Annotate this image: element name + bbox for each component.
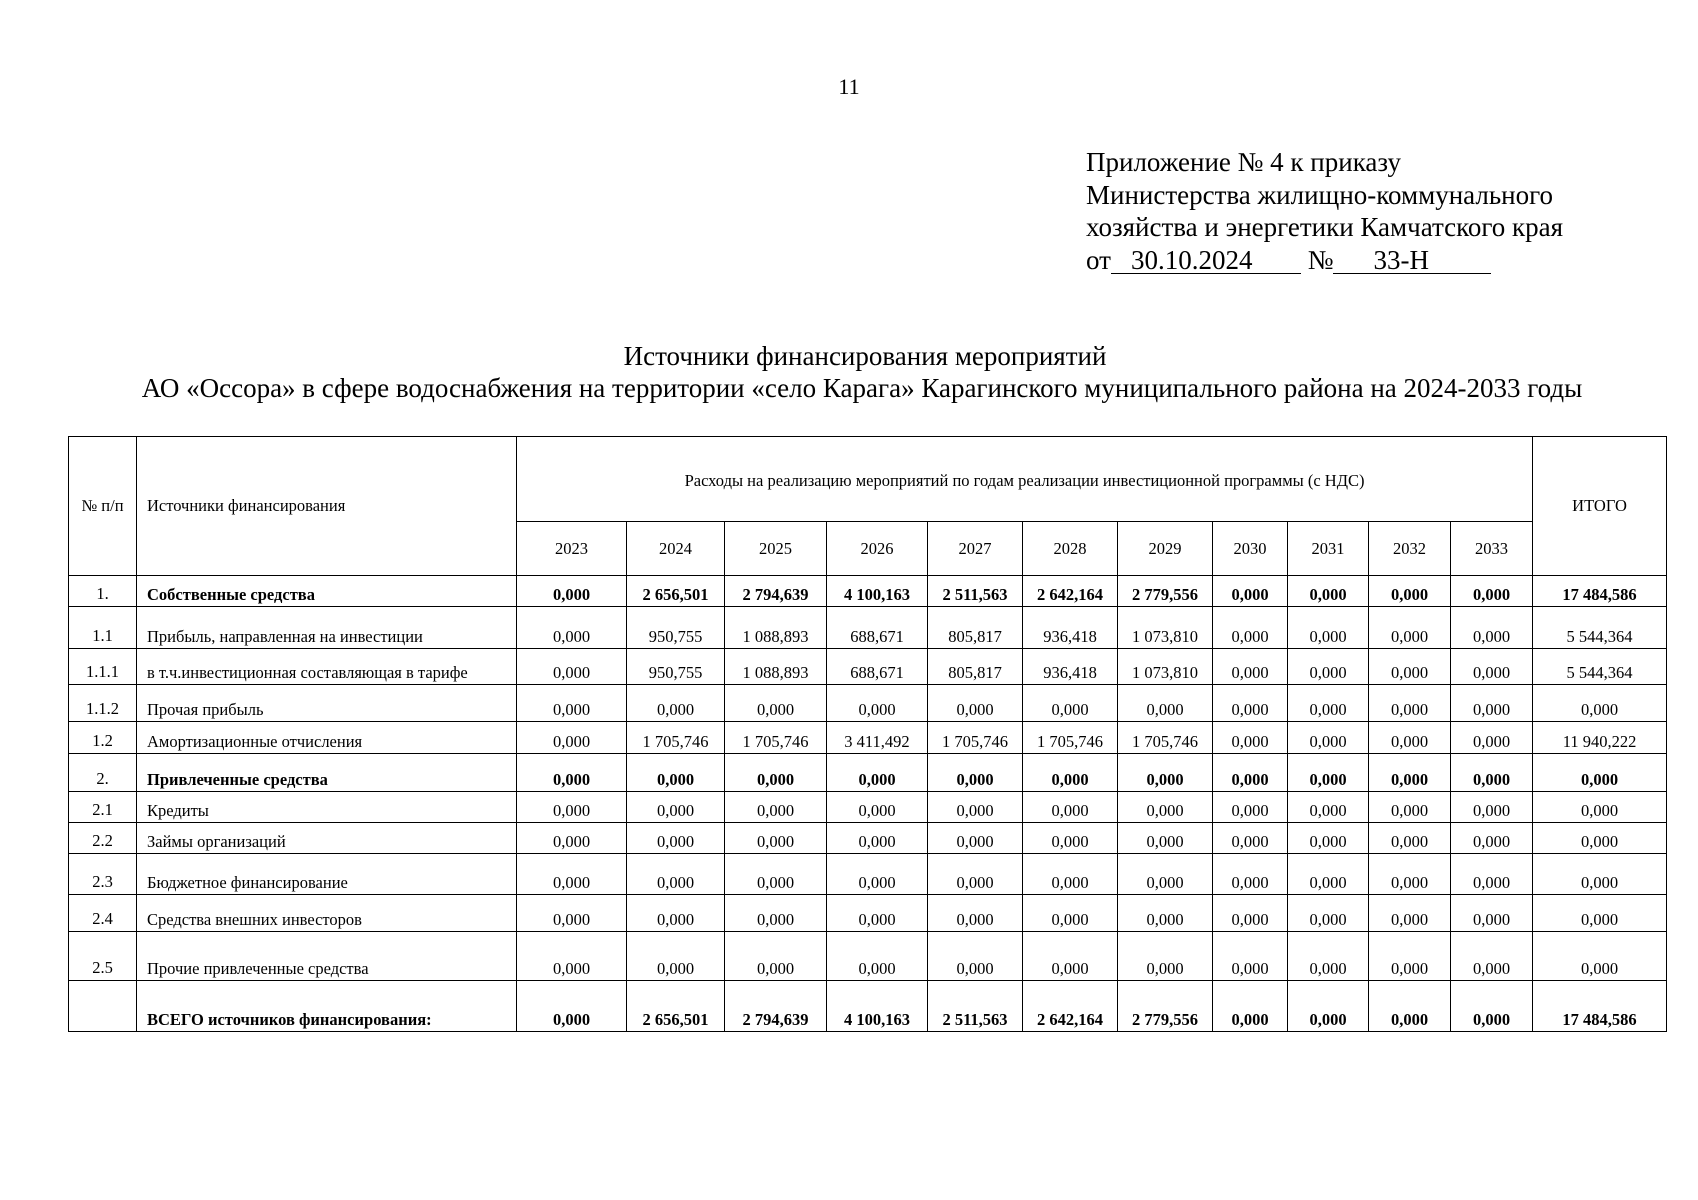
row-value: 0,000: [517, 854, 627, 895]
row-source-name: Займы организаций: [137, 823, 517, 854]
row-value: 0,000: [1118, 754, 1213, 792]
row-value: 0,000: [1023, 932, 1118, 981]
row-total: 5 544,364: [1533, 607, 1667, 649]
row-value: 0,000: [517, 823, 627, 854]
header-num: № п/п: [69, 437, 137, 576]
row-value: 0,000: [725, 792, 827, 823]
row-value: 0,000: [517, 895, 627, 932]
row-number: 1.1: [69, 607, 137, 649]
row-value: 0,000: [1369, 649, 1451, 685]
row-value: 0,000: [1369, 823, 1451, 854]
row-value: 0,000: [1451, 685, 1533, 722]
header-expenses: Расходы на реализацию мероприятий по годам реализации инвестиционной программы (с НДС): [517, 437, 1533, 522]
table-row: [69, 607, 1667, 649]
row-value: 0,000: [928, 754, 1023, 792]
row-value: 0,000: [1288, 792, 1369, 823]
row-value: 0,000: [1369, 576, 1451, 607]
order-date: 30.10.2024: [1111, 247, 1301, 274]
row-value: 0,000: [1118, 685, 1213, 722]
row-value: 0,000: [827, 932, 928, 981]
table-row: [69, 981, 1667, 1032]
row-value: 0,000: [1369, 981, 1451, 1032]
row-value: 0,000: [1213, 895, 1288, 932]
row-source-name: Прочие привлеченные средства: [137, 932, 517, 981]
row-number: 2.4: [69, 895, 137, 932]
row-source-name: Амортизационные отчисления: [137, 722, 517, 754]
row-value: 0,000: [1451, 792, 1533, 823]
row-number: 2.5: [69, 932, 137, 981]
row-value: 0,000: [1369, 685, 1451, 722]
row-value: 0,000: [627, 895, 725, 932]
row-number: [69, 981, 137, 1032]
document-title: [0, 340, 1698, 404]
title-line-1: Источники финансирования мероприятий: [623, 341, 1107, 371]
row-value: 0,000: [627, 754, 725, 792]
row-value: 0,000: [928, 685, 1023, 722]
row-value: 0,000: [1288, 722, 1369, 754]
row-value: 0,000: [1023, 685, 1118, 722]
row-value: 1 705,746: [1118, 722, 1213, 754]
row-number: 2.: [69, 754, 137, 792]
row-total: 0,000: [1533, 854, 1667, 895]
row-value: 936,418: [1023, 649, 1118, 685]
row-value: 1 705,746: [928, 722, 1023, 754]
row-value: 0,000: [1023, 895, 1118, 932]
header-total: ИТОГО: [1533, 437, 1667, 576]
annex-line-3: хозяйства и энергетики Камчатского края: [1086, 212, 1564, 242]
table-row: [69, 754, 1667, 792]
row-value: 0,000: [928, 932, 1023, 981]
row-value: 0,000: [1213, 722, 1288, 754]
row-value: 1 088,893: [725, 649, 827, 685]
annex-line-1: Приложение № 4 к приказу: [1086, 147, 1401, 177]
row-source-name: Прибыль, направленная на инвестиции: [137, 607, 517, 649]
year-header: 2031: [1288, 522, 1369, 576]
row-value: 1 073,810: [1118, 607, 1213, 649]
table-row: [69, 576, 1667, 607]
row-value: 936,418: [1023, 607, 1118, 649]
row-total: 5 544,364: [1533, 649, 1667, 685]
row-value: 0,000: [725, 754, 827, 792]
row-value: 0,000: [1213, 649, 1288, 685]
row-value: 0,000: [1369, 754, 1451, 792]
table-row: [69, 649, 1667, 685]
row-value: 0,000: [517, 981, 627, 1032]
row-value: 0,000: [1118, 823, 1213, 854]
header-source: Источники финансирования: [137, 437, 517, 576]
row-value: 0,000: [627, 685, 725, 722]
row-value: 0,000: [1369, 854, 1451, 895]
row-value: 0,000: [517, 792, 627, 823]
year-header: 2030: [1213, 522, 1288, 576]
row-number: 1.1.2: [69, 685, 137, 722]
row-value: 4 100,163: [827, 576, 928, 607]
row-value: 0,000: [627, 932, 725, 981]
row-value: 2 794,639: [725, 981, 827, 1032]
row-value: 4 100,163: [827, 981, 928, 1032]
row-value: 0,000: [517, 576, 627, 607]
row-value: 0,000: [1118, 854, 1213, 895]
row-value: 0,000: [517, 754, 627, 792]
row-value: 0,000: [1451, 823, 1533, 854]
row-value: 2 642,164: [1023, 981, 1118, 1032]
row-value: 0,000: [1118, 895, 1213, 932]
row-number: 1.2: [69, 722, 137, 754]
row-value: 0,000: [928, 854, 1023, 895]
row-source-name: Прочая прибыль: [137, 685, 517, 722]
row-value: 0,000: [928, 823, 1023, 854]
row-value: 0,000: [517, 722, 627, 754]
row-value: 1 705,746: [627, 722, 725, 754]
row-value: 0,000: [1213, 607, 1288, 649]
row-value: 0,000: [1288, 854, 1369, 895]
row-source-name: Кредиты: [137, 792, 517, 823]
order-number: 33-Н: [1333, 247, 1491, 274]
row-value: 0,000: [827, 823, 928, 854]
row-value: 0,000: [1451, 754, 1533, 792]
year-header: 2028: [1023, 522, 1118, 576]
row-value: 3 411,492: [827, 722, 928, 754]
year-header: 2033: [1451, 522, 1533, 576]
row-value: 2 779,556: [1118, 981, 1213, 1032]
year-header: 2027: [928, 522, 1023, 576]
row-value: 0,000: [627, 854, 725, 895]
year-header: 2025: [725, 522, 827, 576]
row-total: 0,000: [1533, 685, 1667, 722]
row-value: 0,000: [517, 607, 627, 649]
row-value: 0,000: [725, 823, 827, 854]
row-value: 688,671: [827, 607, 928, 649]
row-total: 0,000: [1533, 754, 1667, 792]
row-value: 0,000: [725, 685, 827, 722]
row-source-name: Средства внешних инвесторов: [137, 895, 517, 932]
row-value: 2 656,501: [627, 981, 725, 1032]
row-value: 0,000: [1288, 685, 1369, 722]
row-number: 1.1.1: [69, 649, 137, 685]
annex-date-line: [1086, 244, 1563, 277]
row-value: 0,000: [928, 895, 1023, 932]
row-value: 0,000: [1213, 823, 1288, 854]
row-value: 0,000: [1213, 932, 1288, 981]
row-value: 0,000: [1288, 981, 1369, 1032]
row-total: 0,000: [1533, 895, 1667, 932]
row-value: 0,000: [1213, 576, 1288, 607]
row-value: 0,000: [1023, 854, 1118, 895]
row-value: 0,000: [1213, 685, 1288, 722]
page-number: 11: [838, 74, 860, 99]
row-value: 0,000: [1213, 854, 1288, 895]
row-value: 688,671: [827, 649, 928, 685]
row-number: 2.3: [69, 854, 137, 895]
row-total: 17 484,586: [1533, 576, 1667, 607]
row-value: 0,000: [1213, 754, 1288, 792]
row-total: 0,000: [1533, 823, 1667, 854]
row-value: 0,000: [517, 649, 627, 685]
row-total: 0,000: [1533, 792, 1667, 823]
row-source-name: Собственные средства: [137, 576, 517, 607]
row-value: 805,817: [928, 607, 1023, 649]
annex-header: [1086, 146, 1563, 276]
row-value: 0,000: [827, 895, 928, 932]
row-value: 0,000: [1451, 607, 1533, 649]
row-value: 1 705,746: [725, 722, 827, 754]
table-row: [69, 792, 1667, 823]
row-value: 0,000: [517, 685, 627, 722]
row-value: 0,000: [1118, 932, 1213, 981]
annex-line-2: Министерства жилищно-коммунального: [1086, 179, 1554, 210]
year-header: 2029: [1118, 522, 1213, 576]
row-value: 0,000: [1288, 823, 1369, 854]
row-value: 2 779,556: [1118, 576, 1213, 607]
row-value: 0,000: [827, 792, 928, 823]
row-value: 0,000: [725, 895, 827, 932]
date-prefix: от: [1086, 244, 1111, 275]
row-value: 0,000: [827, 854, 928, 895]
row-value: 0,000: [1369, 607, 1451, 649]
row-value: 0,000: [1288, 607, 1369, 649]
row-source-name: в т.ч.инвестиционная составляющая в тарифе: [137, 649, 517, 685]
row-value: 0,000: [1023, 823, 1118, 854]
table-row: [69, 685, 1667, 722]
row-value: 0,000: [1288, 895, 1369, 932]
row-value: 0,000: [1451, 895, 1533, 932]
row-value: 0,000: [627, 823, 725, 854]
row-value: 0,000: [1288, 932, 1369, 981]
row-value: 0,000: [1369, 932, 1451, 981]
row-value: 0,000: [1288, 576, 1369, 607]
row-value: 0,000: [1451, 981, 1533, 1032]
row-value: 0,000: [1451, 649, 1533, 685]
table-row: [69, 823, 1667, 854]
row-value: 0,000: [1118, 792, 1213, 823]
row-number: 1.: [69, 576, 137, 607]
year-header: 2023: [517, 522, 627, 576]
row-source-name: Привлеченные средства: [137, 754, 517, 792]
row-value: 0,000: [1369, 895, 1451, 932]
row-value: 0,000: [1451, 854, 1533, 895]
row-value: 1 705,746: [1023, 722, 1118, 754]
table-row: [69, 854, 1667, 895]
row-value: 0,000: [1213, 792, 1288, 823]
year-header: 2024: [627, 522, 725, 576]
year-header: 2026: [827, 522, 928, 576]
row-value: 0,000: [1288, 649, 1369, 685]
row-value: 0,000: [1288, 754, 1369, 792]
row-value: 0,000: [928, 792, 1023, 823]
row-value: 950,755: [627, 607, 725, 649]
row-value: 0,000: [1023, 754, 1118, 792]
row-source-name: Бюджетное финансирование: [137, 854, 517, 895]
row-value: 0,000: [827, 754, 928, 792]
row-value: 950,755: [627, 649, 725, 685]
row-value: 0,000: [1369, 792, 1451, 823]
row-total: 17 484,586: [1533, 981, 1667, 1032]
year-header: 2032: [1369, 522, 1451, 576]
row-value: 2 656,501: [627, 576, 725, 607]
row-number: 2.2: [69, 823, 137, 854]
row-value: 2 511,563: [928, 981, 1023, 1032]
title-line-2: АО «Оссора» в сфере водоснабжения на территории «село Карага» Карагинского муниципального района на 2024-2033 годы: [141, 373, 1583, 403]
row-value: 0,000: [725, 854, 827, 895]
row-value: 0,000: [827, 685, 928, 722]
row-value: 1 088,893: [725, 607, 827, 649]
row-total: 0,000: [1533, 932, 1667, 981]
table-row: [69, 722, 1667, 754]
number-sign: №: [1307, 244, 1334, 275]
row-value: 2 794,639: [725, 576, 827, 607]
row-value: 0,000: [1369, 722, 1451, 754]
row-value: 1 073,810: [1118, 649, 1213, 685]
row-value: 0,000: [517, 932, 627, 981]
row-source-name: ВСЕГО источников финансирования:: [137, 981, 517, 1032]
table-row: [69, 932, 1667, 981]
row-value: 2 642,164: [1023, 576, 1118, 607]
row-value: 0,000: [1451, 722, 1533, 754]
table-row: [69, 895, 1667, 932]
row-value: 805,817: [928, 649, 1023, 685]
row-value: 2 511,563: [928, 576, 1023, 607]
row-value: 0,000: [1451, 576, 1533, 607]
row-value: 0,000: [1023, 792, 1118, 823]
row-value: 0,000: [1213, 981, 1288, 1032]
row-value: 0,000: [627, 792, 725, 823]
financing-table: [68, 436, 1667, 1032]
row-number: 2.1: [69, 792, 137, 823]
row-value: 0,000: [1451, 932, 1533, 981]
row-value: 0,000: [725, 932, 827, 981]
row-total: 11 940,222: [1533, 722, 1667, 754]
